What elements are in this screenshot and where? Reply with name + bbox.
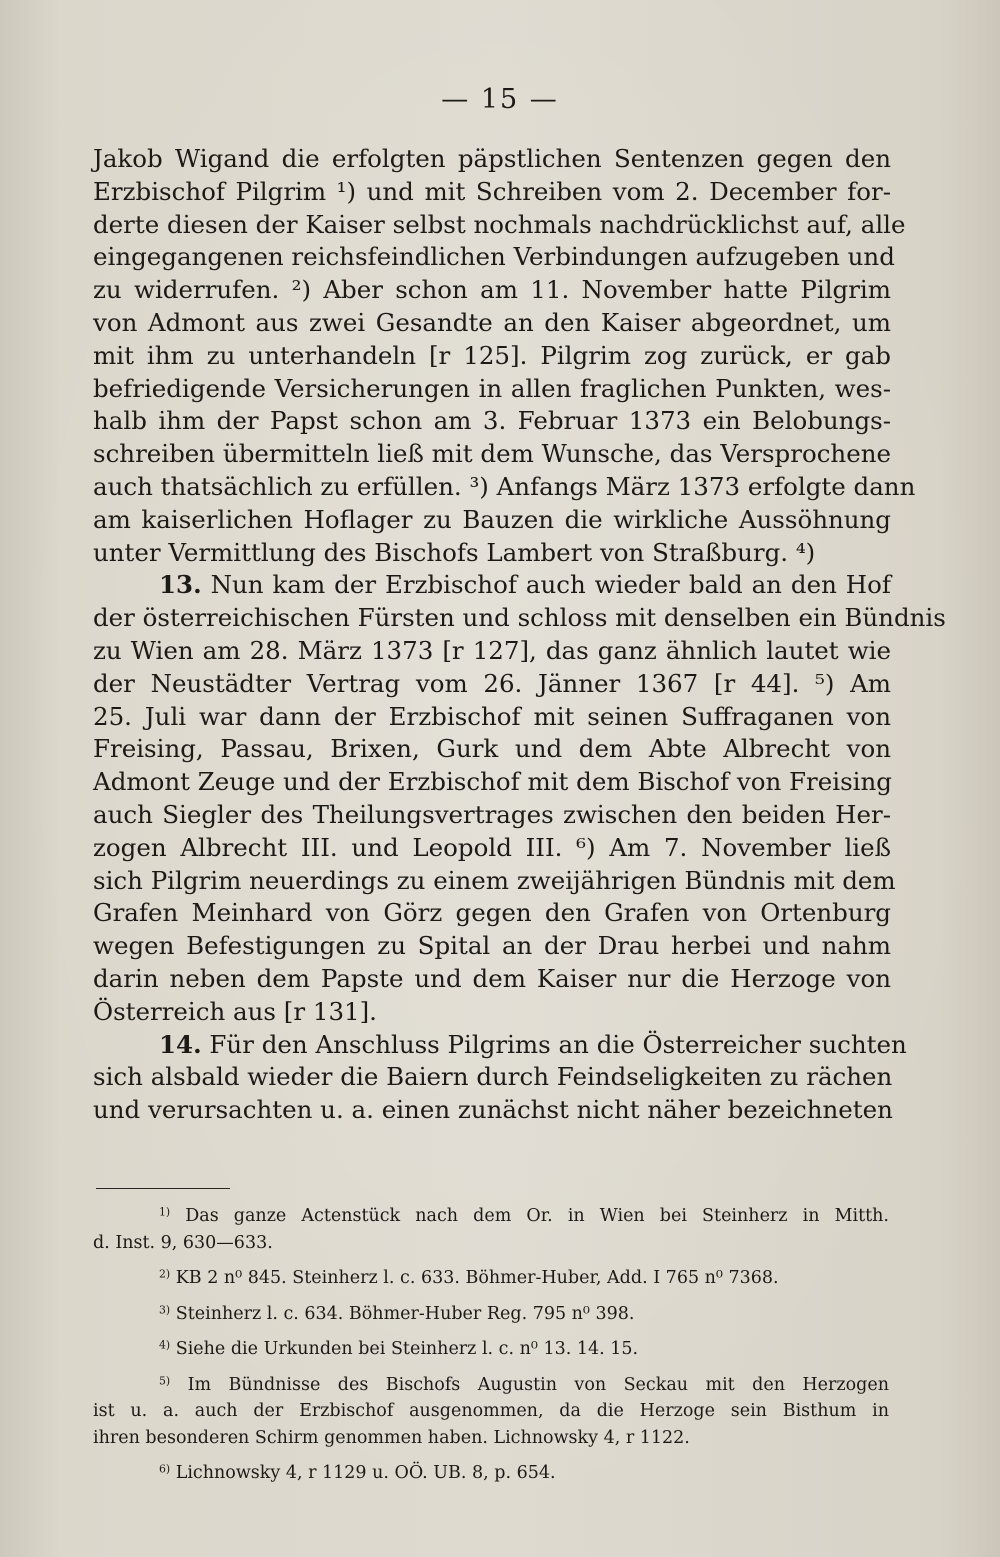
footnote-1 bbox=[93, 1203, 889, 1230]
text-line: eingegangenen reichsfeindlichen Verbindungen aufzugeben und bbox=[93, 242, 895, 272]
text-line: unter Vermittlung des Bischofs Lambert von Straßburg. ⁴) bbox=[93, 537, 816, 567]
footnotes bbox=[93, 1203, 889, 1487]
footnote-text: d. Inst. 9, 630—633. bbox=[93, 1232, 273, 1253]
footnote-mark: 4) bbox=[159, 1338, 171, 1352]
footnote-3 bbox=[93, 1301, 889, 1328]
footnote-5 bbox=[93, 1372, 889, 1399]
text-line: darin neben dem Papste und dem Kaiser nur die Herzoge von bbox=[93, 963, 891, 993]
text-line: halb ihm der Papst schon am 3. Februar 1373 ein Belobungs- bbox=[93, 406, 891, 436]
footnote-mark: 3) bbox=[159, 1303, 171, 1317]
text-line: und verursachten u. a. einen zunächst nicht näher bezeichneten bbox=[93, 1095, 893, 1125]
footnote-6 bbox=[93, 1460, 889, 1487]
text-line: der österreichischen Fürsten und schloss mit denselben ein Bündnis bbox=[93, 603, 946, 633]
footnote-mark: 6) bbox=[159, 1462, 171, 1476]
text-line: sich Pilgrim neuerdings zu einem zweijährigen Bündnis mit dem bbox=[93, 865, 896, 895]
body-text bbox=[93, 143, 946, 1127]
paragraph-14-first-line bbox=[93, 1029, 907, 1062]
footnote-text: ist u. a. auch der Erzbischof ausgenommen, da die Herzoge sein Bisthum in bbox=[93, 1401, 889, 1421]
text-line: sich alsbald wieder die Baiern durch Feindseligkeiten zu rächen bbox=[93, 1062, 893, 1092]
footnote-text: Steinherz l. c. 634. Böhmer-Huber Reg. 795 n⁰ 398. bbox=[175, 1303, 635, 1324]
footnote-text: ihren besonderen Schirm genommen haben. Lichnowsky 4, r 1122. bbox=[93, 1427, 690, 1448]
text-line: zu Wien am 28. März 1373 [r 127], das ganz ähnlich lautet wie bbox=[93, 635, 891, 665]
footnote-separator bbox=[96, 1188, 230, 1189]
text-line: befriedigende Versicherungen in allen fraglichen Punkten, wes- bbox=[93, 373, 891, 403]
text-line: Grafen Meinhard von Görz gegen den Grafen von Ortenburg bbox=[93, 898, 891, 928]
text-line: zu widerrufen. ²) Aber schon am 11. November hatte Pilgrim bbox=[93, 275, 891, 305]
text-line: der Neustädter Vertrag vom 26. Jänner 1367 [r 44]. ⁵) Am bbox=[93, 668, 891, 698]
page-number: — 15 — bbox=[441, 84, 559, 115]
text-line: wegen Befestigungen zu Spital an der Drau herbei und nahm bbox=[93, 931, 891, 961]
section-number-13: 13. bbox=[159, 570, 202, 600]
text-line: auch thatsächlich zu erfüllen. ³) Anfangs März 1373 erfolgte dann bbox=[93, 471, 916, 501]
text-line: mit ihm zu unterhandeln [r 125]. Pilgrim zog zurück, er gab bbox=[93, 340, 891, 370]
footnote-text: KB 2 n⁰ 845. Steinherz l. c. 633. Böhmer-Huber, Add. I 765 n⁰ 7368. bbox=[175, 1268, 779, 1288]
text-line: schreiben übermitteln ließ mit dem Wunsche, das Versprochene bbox=[93, 439, 891, 469]
text-line: auch Siegler des Theilungsvertrages zwischen den beiden Her- bbox=[93, 799, 891, 829]
text-line: 25. Juli war dann der Erzbischof mit seinen Suffraganen von bbox=[93, 701, 891, 731]
text-line: derte diesen der Kaiser selbst nochmals nachdrücklichst auf, alle bbox=[93, 209, 906, 239]
section-number-14: 14. bbox=[159, 1029, 202, 1059]
text-line: Österreich aus [r 131]. bbox=[93, 996, 377, 1026]
footnote-text: Im Bündnisse des Bischofs Augustin von Seckau mit den Herzogen bbox=[187, 1374, 889, 1395]
text-line: Freising, Passau, Brixen, Gurk und dem Abte Albrecht von bbox=[93, 734, 891, 764]
text-line: Jakob Wigand die erfolgten päpstlichen Sentenzen gegen den bbox=[93, 144, 891, 173]
text-line: Nun kam der Erzbischof auch wieder bald an den Hof bbox=[210, 570, 891, 600]
footnote-mark: 5) bbox=[159, 1374, 171, 1388]
text-line: Für den Anschluss Pilgrims an die Österreicher suchten bbox=[209, 1029, 907, 1059]
footnote-4 bbox=[93, 1336, 889, 1363]
footnote-text: Das ganze Actenstück nach dem Or. in Wien bei Steinherz in Mitth. bbox=[185, 1206, 889, 1226]
footnote-mark: 1) bbox=[159, 1205, 171, 1219]
text-line: Admont Zeuge und der Erzbischof mit dem Bischof von Freising bbox=[93, 767, 892, 797]
paragraph-13-first-line bbox=[93, 569, 891, 602]
footnote-2 bbox=[93, 1265, 889, 1292]
footnote-text: Lichnowsky 4, r 1129 u. OÖ. UB. 8, p. 654. bbox=[175, 1463, 556, 1483]
text-line: von Admont aus zwei Gesandte an den Kaiser abgeordnet, um bbox=[93, 307, 891, 337]
text-line: am kaiserlichen Hoflager zu Bauzen die wirkliche Aussöhnung bbox=[93, 504, 891, 534]
footnote-mark: 2) bbox=[159, 1267, 171, 1281]
footnote-text: Siehe die Urkunden bei Steinherz l. c. n⁰ 13. 14. 15. bbox=[175, 1339, 639, 1359]
text-line: Erzbischof Pilgrim ¹) und mit Schreiben vom 2. December for- bbox=[93, 176, 891, 206]
text-line: zogen Albrecht III. und Leopold III. ⁶) Am 7. November ließ bbox=[93, 832, 891, 862]
